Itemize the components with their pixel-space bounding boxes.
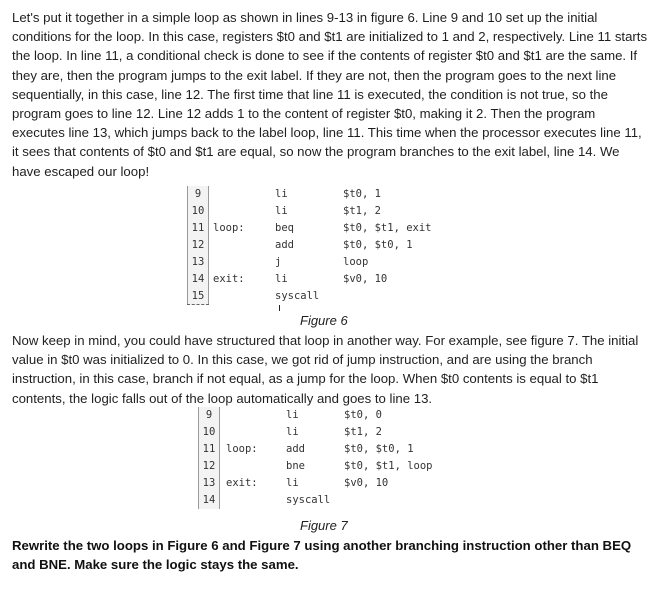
code-opcode: beq [275, 222, 294, 234]
line-number: 15 [187, 288, 209, 305]
figure-6-caption: Figure 6 [300, 313, 348, 328]
code-opcode: syscall [286, 494, 331, 506]
figure-7-caption: Figure 7 [300, 518, 348, 533]
code-opcode: li [286, 426, 299, 438]
code-line [187, 186, 467, 203]
line-number: 12 [187, 237, 209, 254]
code-operands: loop [343, 256, 369, 268]
figure-6-code-listing [187, 186, 467, 305]
line-number: 10 [198, 424, 220, 441]
code-opcode: li [286, 477, 299, 489]
code-line [198, 407, 478, 424]
code-operands: $v0, 10 [344, 477, 389, 489]
code-operands: $t0, 0 [344, 409, 382, 421]
code-line [187, 220, 467, 237]
code-opcode: syscall [275, 290, 320, 302]
code-line [187, 288, 467, 305]
code-line [187, 237, 467, 254]
line-number: 12 [198, 458, 220, 475]
code-opcode: bne [286, 460, 305, 472]
line-number: 11 [187, 220, 209, 237]
code-label: exit: [213, 273, 245, 285]
line-number: 9 [198, 407, 220, 424]
code-line [187, 254, 467, 271]
code-operands: $t0, $t1, loop [344, 460, 433, 472]
code-operands: $t1, 2 [343, 205, 381, 217]
code-opcode: add [275, 239, 294, 251]
line-number: 11 [198, 441, 220, 458]
code-operands: $t0, $t0, 1 [343, 239, 413, 251]
code-line [198, 424, 478, 441]
text-cursor-mark [279, 305, 280, 311]
code-line [198, 492, 478, 509]
code-label: exit: [226, 477, 258, 489]
code-opcode: add [286, 443, 305, 455]
code-opcode: j [275, 256, 282, 268]
line-number: 13 [187, 254, 209, 271]
code-line [198, 441, 478, 458]
code-opcode: li [275, 273, 288, 285]
line-number: 9 [187, 186, 209, 203]
intro-paragraph: Let's put it together in a simple loop as shown in lines 9-13 in figure 6. Line 9 and 10 set up the initial conditions for the loop. In this case, registers $t0 and $t1 are initialized to 1 and 2, respectively. Line 11 starts the loop. In line 11, a conditional check is done to see if the contents of register $t0 and $t1 are the same. If they are, then the program jumps to the exit label. If they are not, then the program goes to the next line sequentially, in this case, line 12. The first time that line 11 is executed, the condition is not true, so the program goes to line 12. Line 12 adds 1 to the content of register $t0, making it 2. Then the program executes line 13, which jumps back to the label loop, line 11. This time when the processor executes line 11, it sees that contents of $t0 and $t1 are equal, so now the program branches to the exit label, line 14. We have escaped our loop! [12, 10, 648, 179]
code-opcode: li [286, 409, 299, 421]
code-line [187, 271, 467, 288]
line-number: 14 [198, 492, 220, 509]
code-operands: $t0, $t1, exit [343, 222, 432, 234]
code-line [198, 458, 478, 475]
gutter-cut-edge [187, 304, 209, 305]
code-label: loop: [213, 222, 245, 234]
code-operands: $t0, $t0, 1 [344, 443, 414, 455]
code-line [187, 203, 467, 220]
code-operands: $t1, 2 [344, 426, 382, 438]
code-operands: $v0, 10 [343, 273, 388, 285]
code-operands: $t0, 1 [343, 188, 381, 200]
line-number: 14 [187, 271, 209, 288]
code-opcode: li [275, 188, 288, 200]
second-paragraph: Now keep in mind, you could have structured that loop in another way. For example, see figure 7. The initial value in $t0 was initialized to 0. In this case, we got rid of jump instruction, and are using the branch instruction, in this case, branch if not equal, as a jump for the loop. When $t0 contents is equal to $t1 contents, the logic falls out of the loop automatically and goes to line 13. [12, 333, 639, 406]
code-line [198, 475, 478, 492]
task-instruction: Rewrite the two loops in Figure 6 and Figure 7 using another branching instruction other than BEQ and BNE. Make sure the logic stays the same. [12, 538, 632, 573]
code-opcode: li [275, 205, 288, 217]
code-label: loop: [226, 443, 258, 455]
line-number: 13 [198, 475, 220, 492]
line-number: 10 [187, 203, 209, 220]
figure-7-code-listing [198, 407, 478, 509]
